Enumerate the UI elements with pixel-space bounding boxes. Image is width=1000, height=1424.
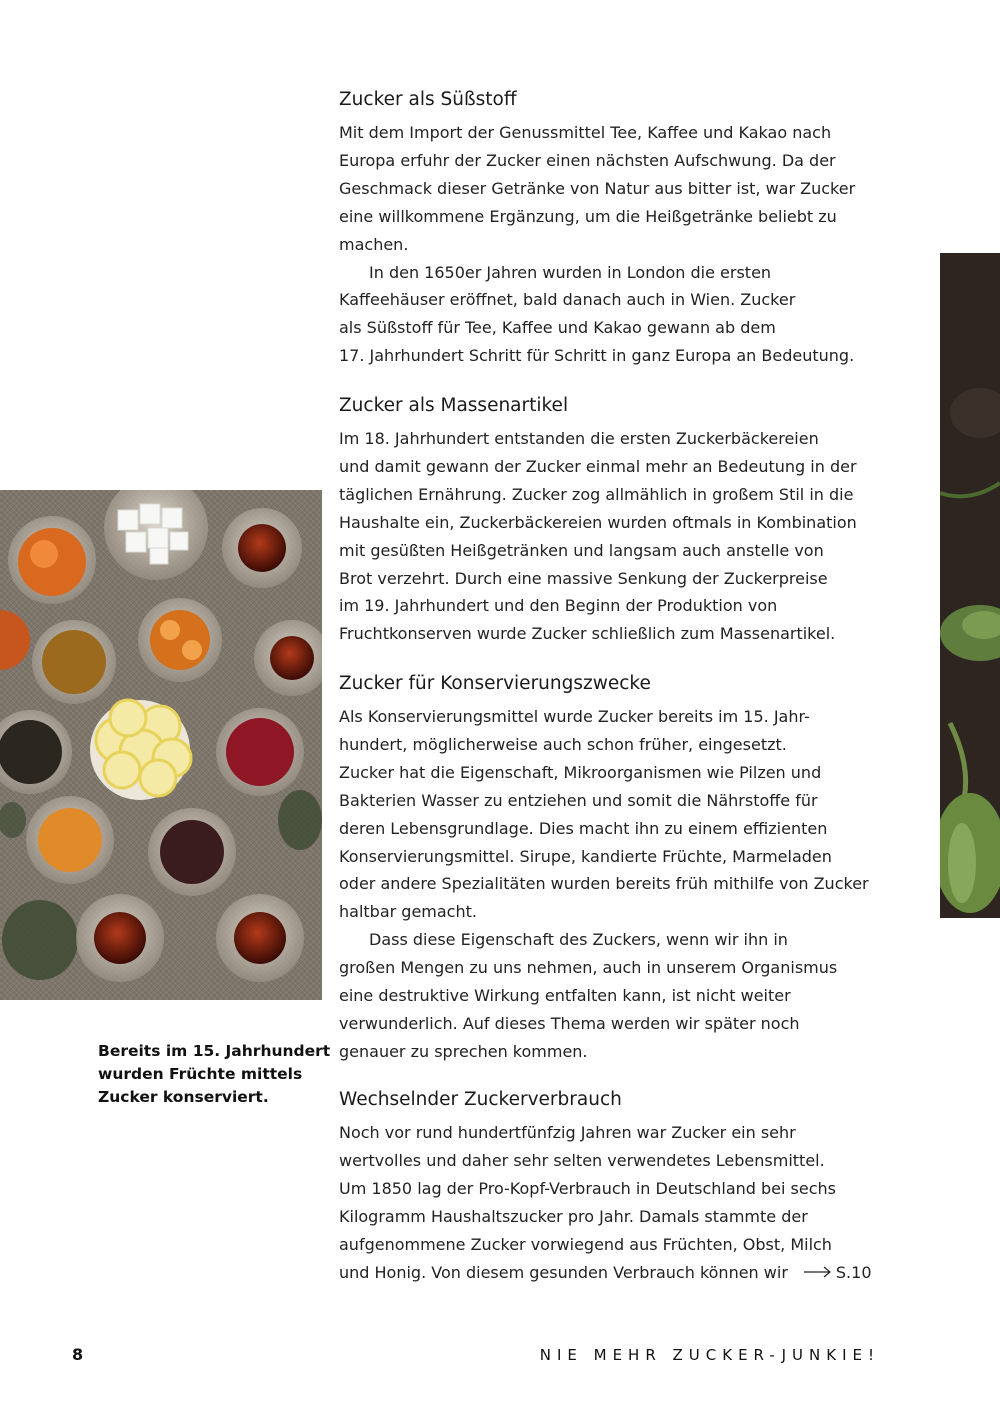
text-line: Brot verzehrt. Durch eine massive Senkung der Zuckerpreise [339,568,828,588]
section-paragraph [339,1119,899,1286]
text-line: verwunderlich. Auf dieses Thema werden wir später noch [339,1013,800,1033]
text-line: hundert, möglicherweise auch schon früher, eingesetzt. [339,734,787,754]
page-number: 8 [72,1345,84,1364]
text-line [339,1259,899,1287]
text-line: oder andere Spezialitäten wurden bereits früh mithilfe von Zucker [339,874,869,894]
rhubarb-photo [940,253,1000,918]
caption-line: Zucker konserviert. [98,1088,269,1106]
text-line: großen Mengen zu uns nehmen, auch in unserem Organismus [339,958,838,978]
text-line: haltbar gemacht. [339,902,477,922]
text-line: In den 1650er Jahren wurden in London die ersten [369,262,772,282]
photo-caption [98,1040,331,1109]
text-line: eine willkommene Ergänzung, um die Heißgetränke beliebt zu [339,206,837,226]
running-title: NIE MEHR ZUCKER-JUNKIE! [539,1346,880,1364]
text-line: Noch vor rund hundertfünfzig Jahren war Zucker ein sehr [339,1123,796,1142]
text-line: Mit dem Import der Genussmittel Tee, Kaffee und Kakao nach [339,123,832,142]
text-line: Konservierungsmittel. Sirupe, kandierte Früchte, Marmeladen [339,846,832,866]
preserved-fruits-photo [0,490,322,1000]
text-line-content: und Honig. Von diesem gesunden Verbrauch können wir [339,1262,788,1282]
section-paragraph [339,119,899,370]
text-line: Geschmack dieser Getränke von Natur aus bitter ist, war Zucker [339,178,856,198]
text-line: Im 18. Jahrhundert entstanden die ersten Zuckerbäckereien [339,429,819,448]
text-line: Dass diese Eigenschaft des Zuckers, wenn wir ihn in [369,930,788,950]
text-line: Fruchtkonserven wurde Zucker schließlich zum Massenartikel. [339,624,836,644]
section-heading: Zucker als Süßstoff [339,89,517,110]
text-line: aufgenommene Zucker vorwiegend aus Früchten, Obst, Milch [339,1234,832,1254]
text-line: Um 1850 lag der Pro-Kopf-Verbrauch in Deutschland bei sechs [339,1178,836,1198]
text-line: Haushalte ein, Zuckerbäckereien wurden oftmals in Kombination [339,512,857,532]
text-line: im 19. Jahrhundert und den Beginn der Produktion von [339,596,778,616]
section-paragraph [339,703,899,1066]
text-line: Bakterien Wasser zu entziehen und somit die Nährstoffe für [339,790,818,810]
text-line: wertvolles und daher sehr selten verwendetes Lebensmittel. [339,1150,825,1170]
text-line: Kaffeehäuser eröffnet, bald danach auch in Wien. Zucker [339,290,796,310]
text-line: täglichen Ernährung. Zucker zog allmählich in großem Stil in die [339,484,854,504]
text-line: genauer zu sprechen kommen. [339,1041,588,1061]
section-paragraph [339,425,899,648]
text-line: mit gesüßten Heißgetränken und langsam auch anstelle von [339,540,824,560]
section-heading: Wechselnder Zuckerverbrauch [339,1089,622,1110]
caption-line: wurden Früchte mittels [98,1065,303,1083]
text-line: als Süßstoff für Tee, Kaffee und Kakao gewann ab dem [339,318,776,338]
text-line: Kilogramm Haushaltszucker pro Jahr. Damals stammte der [339,1206,808,1226]
caption-line: Bereits im 15. Jahrhundert [98,1042,331,1060]
text-line: 17. Jahrhundert Schritt für Schritt in ganz Europa an Bedeutung. [339,346,855,366]
text-line: Europa erfuhr der Zucker einen nächsten Aufschwung. Da der [339,150,836,170]
text-line: und damit gewann der Zucker einmal mehr an Bedeutung in der [339,456,857,476]
continuation-page-ref[interactable]: S.10 [835,1262,872,1282]
text-line: Zucker hat die Eigenschaft, Mikroorganismen wie Pilzen und [339,762,822,782]
text-line: eine destruktive Wirkung entfalten kann, ist nicht weiter [339,986,791,1006]
text-line: deren Lebensgrundlage. Dies macht ihn zu einem effizienten [339,818,828,838]
text-line: machen. [339,234,409,254]
arrow-right-icon [804,1259,832,1287]
section-heading: Zucker als Massenartikel [339,395,569,416]
text-line: Als Konservierungsmittel wurde Zucker bereits im 15. Jahr- [339,707,810,726]
section-heading: Zucker für Konservierungszwecke [339,673,651,694]
